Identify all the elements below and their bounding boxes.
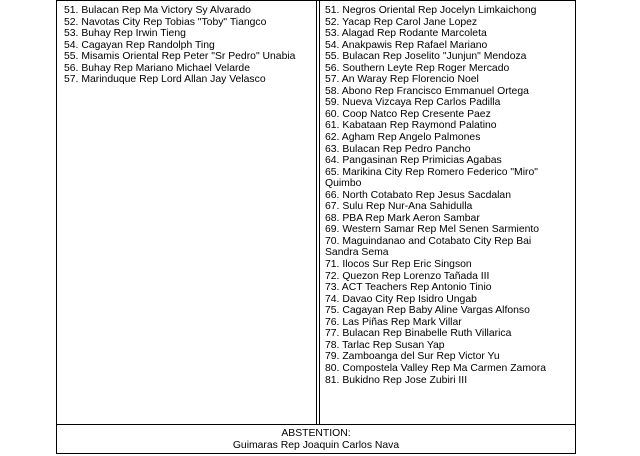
list-item: 57. An Waray Rep Florencio Noel xyxy=(325,74,479,86)
list-item: 75. Cagayan Rep Baby Aline Vargas Alfonso xyxy=(325,305,530,317)
right-name-list xyxy=(325,5,575,386)
abstention-name: Guimaras Rep Joaquin Carlos Nava xyxy=(232,440,400,451)
list-item: 54. Anakpawis Rep Rafael Mariano xyxy=(325,39,488,51)
vote-columns xyxy=(57,1,575,425)
list-item: 74. Davao City Rep Isidro Ungab xyxy=(325,293,477,305)
list-item: 52. Yacap Rep Carol Jane Lopez xyxy=(325,16,478,28)
list-item: 57. Marinduque Rep Lord Allan Jay Velasco xyxy=(64,74,266,86)
left-column xyxy=(57,1,317,424)
list-item: 77. Bulacan Rep Binabelle Ruth Villarica xyxy=(325,328,512,340)
list-item: 56. Southern Leyte Rep Roger Mercado xyxy=(325,62,510,74)
list-item: 53. Buhay Rep Irwin Tieng xyxy=(64,28,186,40)
list-item: 81. Bukidno Rep Jose Zubiri III xyxy=(325,374,468,386)
list-item: 73. ACT Teachers Rep Antonio Tinio xyxy=(325,282,492,294)
list-item: 69. Western Samar Rep Mel Senen Sarmiento xyxy=(325,224,540,236)
list-item: 78. Tarlac Rep Susan Yap xyxy=(325,339,445,351)
list-item: 68. PBA Rep Mark Aeron Sambar xyxy=(325,212,480,224)
list-item: 51. Negros Oriental Rep Jocelyn Limkaichong xyxy=(325,5,537,16)
list-item: 79. Zamboanga del Sur Rep Victor Yu xyxy=(325,351,500,363)
list-item: 80. Compostela Valley Rep Ma Carmen Zamora xyxy=(325,362,546,374)
list-item: 52. Navotas City Rep Tobias "Toby" Tiangco xyxy=(64,16,267,28)
right-column xyxy=(319,1,575,424)
list-item: 62. Agham Rep Angelo Palmones xyxy=(325,132,481,144)
list-item: Sandra Sema xyxy=(325,247,389,259)
list-item: 63. Bulacan Rep Pedro Pancho xyxy=(325,143,471,155)
list-item: 64. Pangasinan Rep Primicias Agabas xyxy=(325,155,502,167)
list-item: 76. Las Piñas Rep Mark Villar xyxy=(325,316,462,328)
list-item: 67. Sulu Rep Nur-Ana Sahidulla xyxy=(325,201,473,213)
list-item: 53. Alagad Rep Rodante Marcoleta xyxy=(325,28,487,40)
list-item: 51. Bulacan Rep Ma Victory Sy Alvarado xyxy=(64,5,251,16)
list-item: 55. Bulacan Rep Joselito "Junjun" Mendoza xyxy=(325,51,527,63)
list-item: 70. Maguindanao and Cotabato City Rep Bai xyxy=(325,235,532,247)
list-item: 71. Ilocos Sur Rep Eric Singson xyxy=(325,259,472,271)
list-item: 56. Buhay Rep Mariano Michael Velarde xyxy=(64,62,250,74)
list-item: 58. Abono Rep Francisco Emmanuel Ortega xyxy=(325,85,529,97)
list-item: Quimbo xyxy=(325,178,362,190)
list-item: 61. Kabataan Rep Raymond Palatino xyxy=(325,120,497,132)
vote-table xyxy=(56,0,576,454)
list-item: 66. North Cotabato Rep Jesus Sacdalan xyxy=(325,189,511,201)
list-item: 54. Cagayan Rep Randolph Ting xyxy=(64,39,215,51)
list-item: 72. Quezon Rep Lorenzo Tañada III xyxy=(325,270,490,282)
left-name-list xyxy=(64,5,316,86)
list-item: 55. Misamis Oriental Rep Peter "Sr Pedro" Unabia xyxy=(64,51,296,63)
abstention-heading: ABSTENTION: xyxy=(281,428,351,439)
list-item: 59. Nueva Vizcaya Rep Carlos Padilla xyxy=(325,97,501,109)
abstention-section xyxy=(57,425,575,453)
list-item: 65. Marikina City Rep Romero Federico "Miro" xyxy=(325,166,538,178)
list-item: 60. Coop Natco Rep Cresente Paez xyxy=(325,108,491,120)
